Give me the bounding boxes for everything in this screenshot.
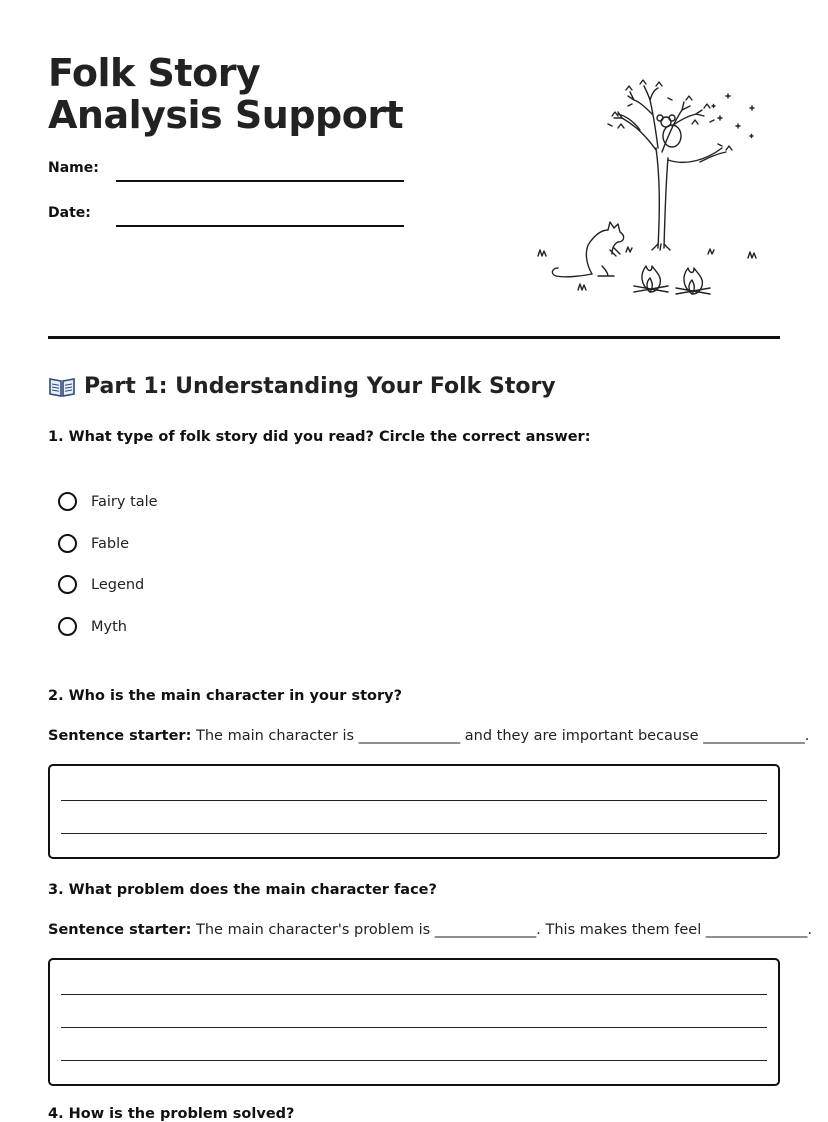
header-divider [48, 336, 780, 339]
question-3: 3. What problem does the main character face? [48, 882, 437, 898]
writing-line [61, 833, 767, 834]
answer-box-3[interactable] [48, 958, 780, 1086]
sentence-starter-2 [48, 728, 809, 744]
option-label: Legend [91, 576, 145, 593]
outback-illustration-icon [522, 78, 772, 300]
option-label: Fable [91, 535, 130, 552]
name-field[interactable] [116, 180, 404, 182]
option-label: Fairy tale [91, 493, 158, 510]
worksheet-header [48, 52, 780, 302]
worksheet-page [48, 0, 812, 1122]
option-myth[interactable] [58, 617, 127, 636]
name-label: Name: [48, 160, 99, 176]
page-title: Folk Story Analysis Support [48, 51, 404, 137]
starter-text: The main character's problem is ______________. This makes them feel ______________. [191, 922, 812, 938]
writing-line [61, 1027, 767, 1028]
starter-label: Sentence starter: [48, 728, 192, 744]
starter-label: Sentence starter: [48, 922, 192, 938]
date-label: Date: [48, 205, 91, 221]
question-2: 2. Who is the main character in your story? [48, 688, 403, 704]
option-legend[interactable] [58, 575, 144, 594]
answer-box-2[interactable] [48, 764, 780, 859]
starter-text: The main character is ______________ and they are important because ______________. [191, 728, 810, 744]
radio-circle-icon[interactable] [58, 492, 77, 511]
option-fairy-tale[interactable] [58, 492, 158, 511]
question-4: 4. How is the problem solved? [48, 1106, 295, 1122]
date-field[interactable] [116, 225, 404, 227]
writing-line [61, 800, 767, 801]
sentence-starter-3 [48, 922, 812, 938]
writing-line [61, 1060, 767, 1061]
option-label: Myth [91, 618, 127, 635]
writing-line [61, 994, 767, 995]
open-book-icon [48, 376, 76, 398]
radio-circle-icon[interactable] [58, 617, 77, 636]
radio-circle-icon[interactable] [58, 534, 77, 553]
option-fable[interactable] [58, 534, 129, 553]
part1-title: Part 1: Understanding Your Folk Story [84, 374, 556, 399]
radio-circle-icon[interactable] [58, 575, 77, 594]
part1-heading [48, 374, 556, 399]
question-1: 1. What type of folk story did you read? Circle the correct answer: [48, 429, 591, 445]
